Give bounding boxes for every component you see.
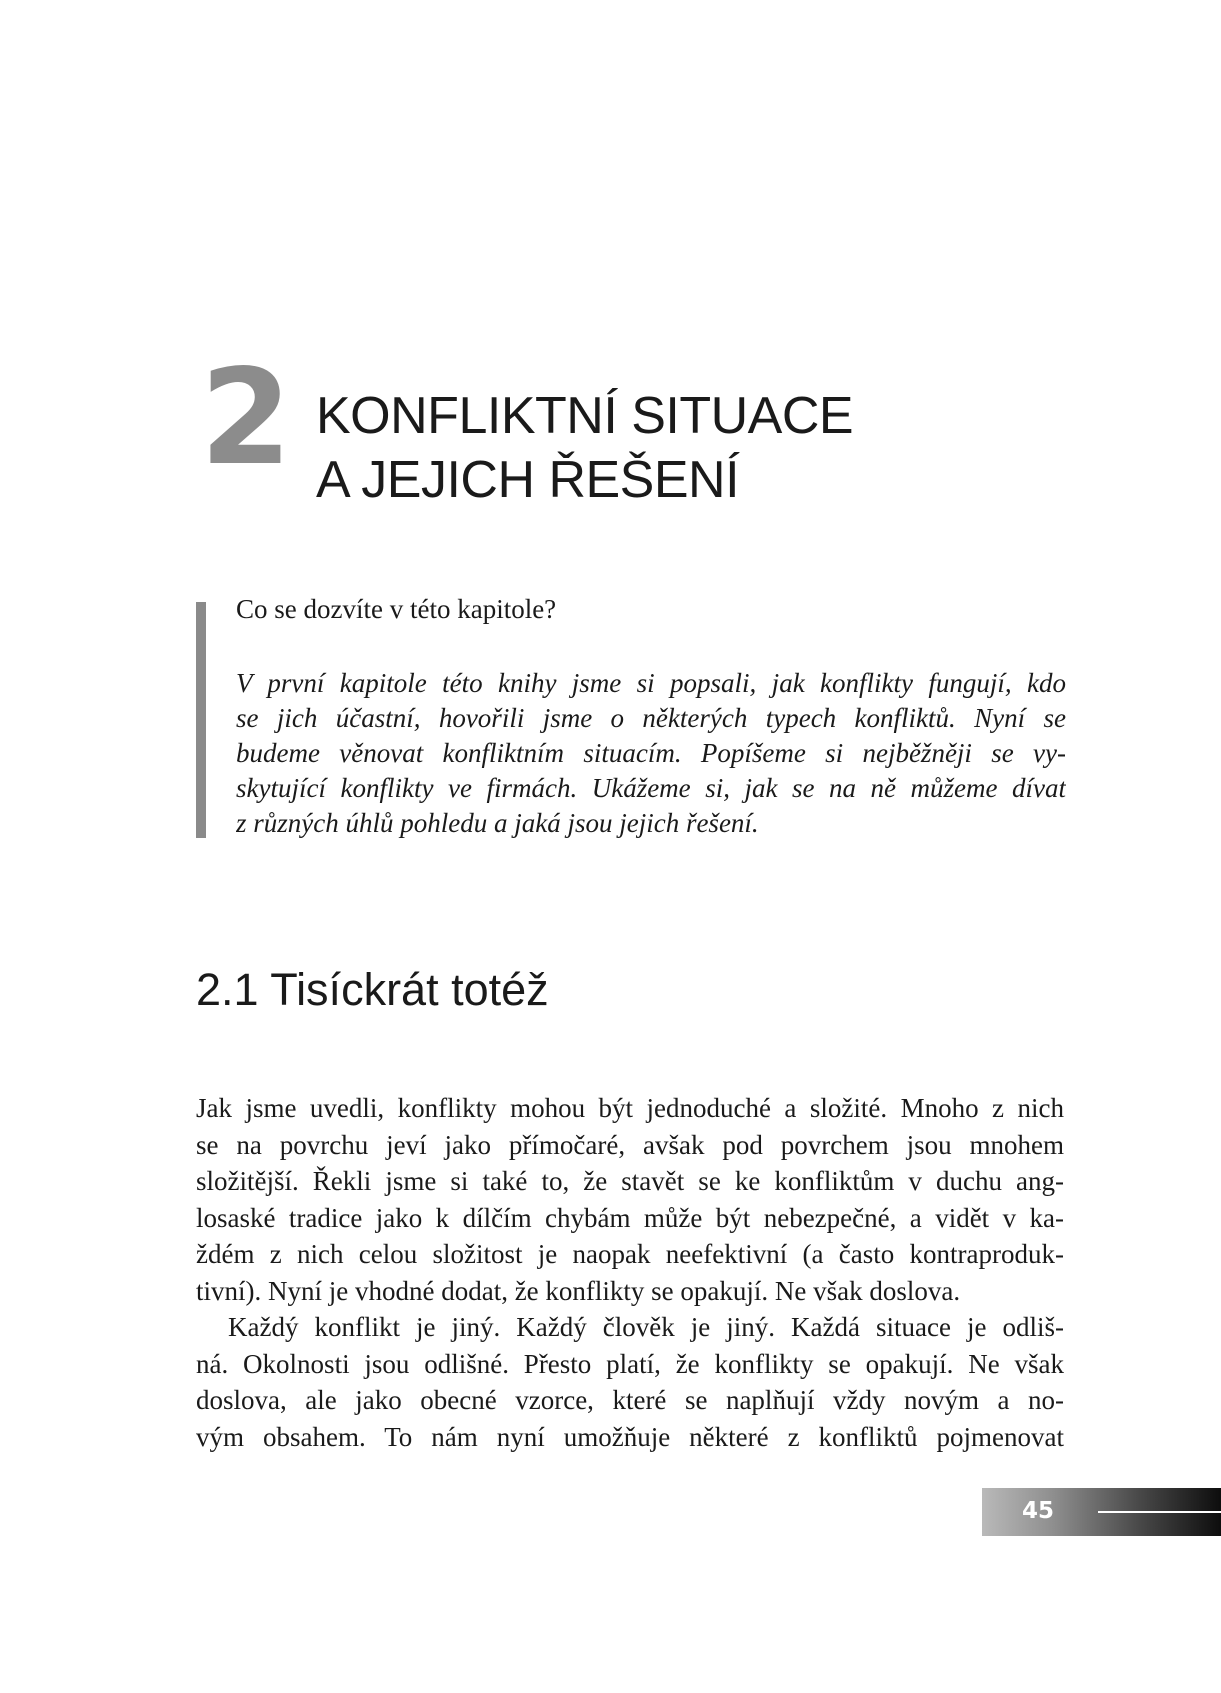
- intro-line: z různých úhlů pohledu a jaká jsou jejich řešení.: [236, 808, 759, 838]
- chapter-title-line-2: A JEJICH ŘEŠENÍ: [316, 451, 740, 509]
- body-line: losaské tradice jako k dílčím chybám může být nebezpečné, a vidět v ka-: [196, 1202, 1064, 1233]
- body-line: Jak jsme uvedli, konflikty mohou být jednoduché a složité. Mnoho z nich: [196, 1093, 1064, 1123]
- intro-line: skytující konflikty ve firmách. Ukážeme si, jak se na ně můžeme dívat: [236, 773, 1066, 803]
- body-line: vým obsahem. To nám nyní umožňuje některé z konfliktů pojmenovat: [196, 1421, 1064, 1452]
- body-line: tivní). Nyní je vhodné dodat, že konflikty se opakují. Ne však doslova.: [196, 1275, 961, 1306]
- body-line: ždém z nich celou složitost je naopak neefektivní (a často kontraproduk-: [196, 1239, 1064, 1269]
- intro-question: Co se dozvíte v této kapitole?: [236, 594, 557, 624]
- body-text: [196, 1090, 1064, 1455]
- page-number: 45: [1022, 1498, 1055, 1524]
- page-number-rule: [1098, 1511, 1221, 1513]
- intro-line: V první kapitole této knihy jsme si popsali, jak konflikty fungují, kdo: [236, 668, 1066, 698]
- intro-sidebar-bar: [196, 602, 206, 838]
- chapter-number: 2: [200, 341, 292, 495]
- body-line: se na povrchu jeví jako přímočaré, avšak pod povrchem jsou mnohem: [196, 1129, 1064, 1160]
- chapter-title: [316, 384, 853, 512]
- intro-line: budeme věnovat konfliktním situacím. Popíšeme si nejběžněji se vy-: [236, 738, 1066, 768]
- intro-line: se jich účastní, hovořili jsme o některých typech konfliktů. Nyní se: [236, 703, 1066, 733]
- body-line: doslova, ale jako obecné vzorce, které se naplňují vždy novým a no-: [196, 1385, 1064, 1415]
- body-line: Každý konflikt je jiný. Každý člověk je jiný. Každá situace je odliš-: [228, 1312, 1064, 1342]
- chapter-title-line-1: KONFLIKTNÍ SITUACE: [316, 387, 854, 445]
- section-heading: 2.1 Tisíckrát totéž: [196, 964, 549, 1015]
- intro-paragraph: [236, 666, 1066, 841]
- body-line: ná. Okolnosti jsou odlišné. Přesto platí, že konflikty se opakují. Ne však: [196, 1348, 1064, 1379]
- body-line: složitější. Řekli jsme si také to, že stavět se ke konfliktům v duchu ang-: [196, 1166, 1064, 1196]
